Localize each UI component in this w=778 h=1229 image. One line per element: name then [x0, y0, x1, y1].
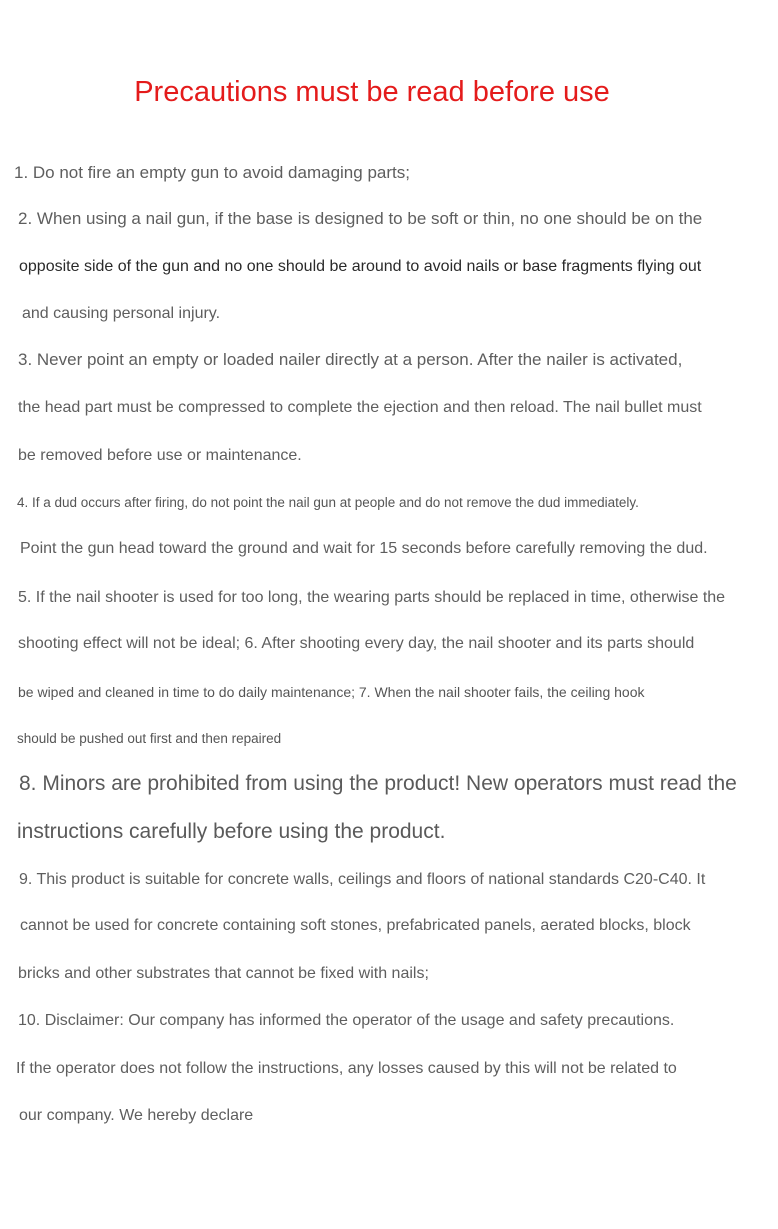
precaution-line: 5. If the nail shooter is used for too long, the wearing parts should be replaced in time, otherwise the — [18, 589, 726, 606]
precaution-line: Point the gun head toward the ground and wait for 15 seconds before carefully removing the dud. — [20, 540, 708, 557]
precaution-line: 3. Never point an empty or loaded nailer directly at a person. After the nailer is activated, — [18, 350, 683, 369]
precaution-line: 10. Disclaimer: Our company has informed the operator of the usage and safety precautions. — [18, 1012, 675, 1029]
precaution-line: should be pushed out first and then repaired — [17, 731, 282, 746]
precaution-line: be removed before use or maintenance. — [18, 447, 302, 464]
precaution-line: instructions carefully before using the product. — [17, 820, 446, 843]
precaution-line: 2. When using a nail gun, if the base is designed to be soft or thin, no one should be on the — [18, 209, 703, 228]
page-title: Precautions must be read before use — [134, 76, 610, 108]
precaution-line: cannot be used for concrete containing soft stones, prefabricated panels, aerated blocks, block — [20, 917, 691, 934]
precaution-line: bricks and other substrates that cannot be fixed with nails; — [18, 965, 429, 982]
precaution-line: If the operator does not follow the instructions, any losses caused by this will not be related to — [16, 1060, 677, 1077]
precaution-line: shooting effect will not be ideal; 6. After shooting every day, the nail shooter and its parts should — [18, 635, 695, 652]
precaution-line: 4. If a dud occurs after firing, do not point the nail gun at people and do not remove the dud immediately. — [17, 495, 639, 510]
precaution-line: 9. This product is suitable for concrete walls, ceilings and floors of national standards C20-C40. It — [19, 871, 706, 888]
precaution-line: opposite side of the gun and no one should be around to avoid nails or base fragments flying out — [19, 258, 702, 275]
precaution-line: the head part must be compressed to complete the ejection and then reload. The nail bullet must — [18, 399, 702, 416]
precaution-line: 8. Minors are prohibited from using the product! New operators must read the — [19, 772, 737, 795]
precaution-line: 1. Do not fire an empty gun to avoid damaging parts; — [14, 163, 410, 182]
precaution-line: our company. We hereby declare — [19, 1107, 254, 1124]
precaution-line: be wiped and cleaned in time to do daily maintenance; 7. When the nail shooter fails, the ceiling hook — [18, 684, 645, 700]
precaution-line: and causing personal injury. — [22, 305, 221, 322]
